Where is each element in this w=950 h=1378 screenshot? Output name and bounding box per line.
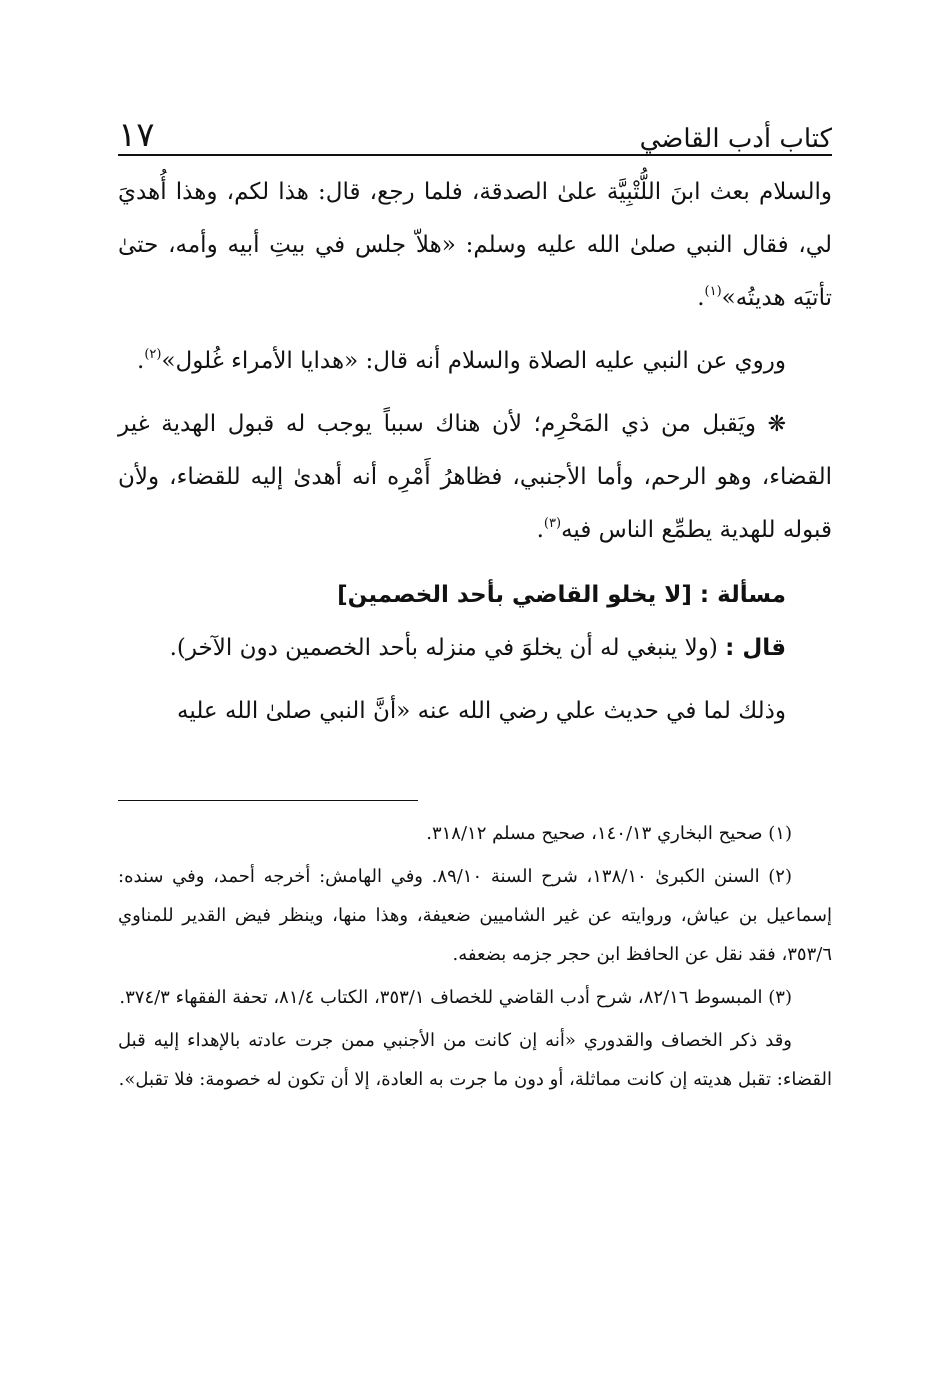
paragraph-2 xyxy=(118,335,832,388)
paragraph-1-text: والسلام بعث ابنَ اللُّتْبِيَّة علىٰ الصدقة، فلما رجع، قال: هذا لكم، وهذا أُهديَ لي، فقال النبي صلىٰ الله عليه وسلم: «هلاّ جلس في بيتِ أبيه وأمه، حتىٰ تأتيَه هديتُه» xyxy=(118,179,832,311)
header-rule xyxy=(118,154,832,156)
paragraph-1-end: . xyxy=(697,285,705,311)
paragraph-3 xyxy=(118,398,832,557)
footnotes xyxy=(118,814,832,1099)
section-heading: مسألة : [لا يخلو القاضي بأحد الخصمين] xyxy=(337,582,786,608)
footnote-ref-3: (٣) xyxy=(543,516,562,531)
footnote-ref-2: (٢) xyxy=(144,347,162,362)
footnote-3: (٣) المبسوط ٨٢/١٦، شرح أدب القاضي للخصاف ٣٥٣/١، الكتاب ٨١/٤، تحفة الفقهاء ٣٧٤/٣. xyxy=(119,987,792,1008)
running-title: كتاب أدب القاضي xyxy=(639,124,832,154)
paragraph-2-end: . xyxy=(137,348,145,374)
paragraph-2-text: وروي عن النبي عليه الصلاة والسلام أنه قال: «هدايا الأمراء غُلول» xyxy=(161,348,786,374)
paragraph-3-text: ويَقبل من ذي المَحْرِم؛ لأن هناك سبباً يوجب له قبول الهدية غير القضاء، وهو الرحم، وأما الأجنبي، فظاهرُ أَمْرِه أنه أهدىٰ إليه للقضاء، ولأن قبوله للهدية يطمِّع الناس فيه xyxy=(118,411,832,543)
footnote-1: (١) صحيح البخاري ١٤٠/١٣، صحيح مسلم ٣١٨/١٢. xyxy=(426,823,792,844)
star-ornament: ❋ xyxy=(767,412,786,437)
page-header xyxy=(118,96,832,155)
paragraph-4-text: (ولا ينبغي له أن يخلوَ في منزله بأحد الخصمين دون الآخر). xyxy=(169,635,718,661)
footnote-3-note: وقد ذكر الخصاف والقدوري «أنه إن كانت من الأجنبي ممن جرت عادته بالإهداء إليه قبل القضاء: تقبل هديته إن كانت مماثلة، أو دون ما جرت به العادة، إلا أن تكون له خصومة: فلا تقبل». xyxy=(118,1030,832,1090)
footnote-ref-1: (١) xyxy=(704,284,722,299)
paragraph-5 xyxy=(118,685,832,738)
footnote-2: (٢) السنن الكبرىٰ ١٣٨/١٠، شرح السنة ٨٩/١٠. وفي الهامش: أخرجه أحمد، وفي سنده: إسماعيل بن عياش، وروايته عن غير الشاميين ضعيفة، وهذا منها، وينظر فيض القدير للمناوي ٣٥٣/٦، فقد نقل عن الحافظ ابن حجر جزمه بضعفه. xyxy=(118,866,832,965)
main-text xyxy=(118,166,832,738)
paragraph-5-text: وذلك لما في حديث علي رضي الله عنه «أنَّ النبي صلىٰ الله عليه xyxy=(177,698,786,724)
qal-label: قال : xyxy=(725,635,786,661)
paragraph-1 xyxy=(118,166,832,325)
page-number: ١٧ xyxy=(118,115,155,155)
footnote-rule xyxy=(118,800,418,801)
paragraph-3-end: . xyxy=(536,517,544,543)
paragraph-4 xyxy=(118,622,832,675)
